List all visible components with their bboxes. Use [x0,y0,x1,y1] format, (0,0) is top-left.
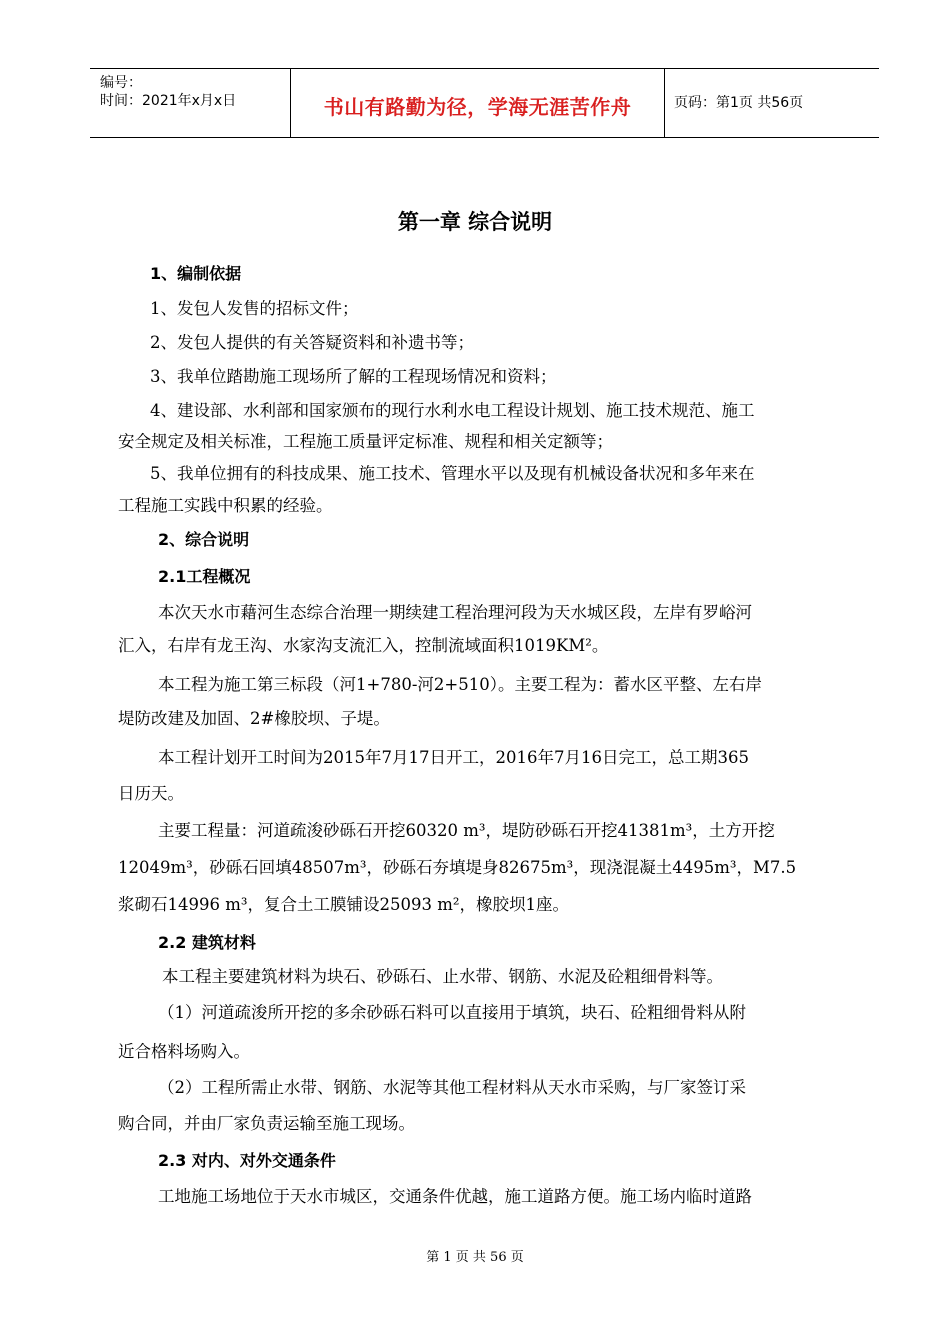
paragraph-line: 1、发包人发售的招标文件； [150,299,359,318]
paragraph-line: 12049m³，砂砾石回填48507m³，砂砾石夯填堤身82675m³，现浇混凝土4495m³，M7.5 [118,858,797,877]
paragraph-line: 3、我单位踏勘施工现场所了解的工程现场情况和资料； [150,367,557,386]
code-label: 编号： [100,75,142,91]
paragraph-line: 本工程计划开工时间为2015年7月17日开工，2016年7月16日完工，总工期365 [158,748,749,767]
paragraph-line: 本次天水市藉河生态综合治理一期续建工程治理河段为天水城区段，左岸有罗峪河 [158,603,752,622]
header-center-cell [290,69,665,137]
chapter-title: 第一章 综合说明 [397,210,553,234]
paragraph-line: 汇入，右岸有龙王沟、水家沟支流汇入，控制流域面积1019KM²。 [118,636,609,655]
paragraph-line: 购合同，并由厂家负责运输至施工现场。 [118,1114,415,1133]
header-right-cell [664,69,879,137]
paragraph-line: 工地施工场地位于天水市城区，交通条件优越，施工道路方便。施工场内临时道路 [158,1187,752,1206]
paragraph-line: 堤防改建及加固、2#橡胶坝、子堤。 [118,709,390,728]
paragraph-line: 4、建设部、水利部和国家颁布的现行水利水电工程设计规划、施工技术规范、施工 [150,401,755,420]
page-label: 页码：第1页 共56页 [674,95,804,111]
section-heading: 2、综合说明 [158,530,250,549]
paragraph-line: 主要工程量：河道疏浚砂砾石开挖60320 m³，堤防砂砾石开挖41381m³，土方开挖 [158,821,775,840]
header-left-cell [90,69,290,137]
paragraph-line: （1）河道疏浚所开挖的多余砂砾石料可以直接用于填筑，块石、砼粗细骨料从附 [158,1003,746,1022]
page-header [90,68,879,138]
paragraph-line: 本工程主要建筑材料为块石、砂砾石、止水带、钢筋、水泥及砼粗细骨料等。 [162,967,723,986]
paragraph-line: 近合格料场购入。 [118,1042,250,1061]
paragraph-line: 浆砌石14996 m³，复合土工膜铺设25093 m²，橡胶坝1座。 [118,895,569,914]
subsection-heading: 2.1工程概况 [158,567,251,586]
section-heading: 1、编制依据 [150,264,242,283]
paragraph-line: 本工程为施工第三标段（河1+780-河2+510）。主要工程为：蓄水区平整、左右岸 [158,675,762,694]
paragraph-line: 安全规定及相关标准，工程施工质量评定标准、规程和相关定额等； [118,432,613,451]
time-label: 时间：2021年x月x日 [100,93,237,109]
motto-text: 书山有路勤为径，学海无涯苦作舟 [323,95,632,119]
paragraph-line: 工程施工实践中积累的经验。 [118,496,333,515]
paragraph-line: 日历天。 [118,784,184,803]
paragraph-line: 2、发包人提供的有关答疑资料和补遗书等； [150,333,474,352]
paragraph-line: 5、我单位拥有的科技成果、施工技术、管理水平以及现有机械设备状况和多年来在 [150,464,755,483]
page-footer: 第 1 页 共 56 页 [426,1250,524,1265]
subsection-heading: 2.2 建筑材料 [158,933,256,952]
subsection-heading: 2.3 对内、对外交通条件 [158,1151,336,1170]
paragraph-line: （2）工程所需止水带、钢筋、水泥等其他工程材料从天水市采购，与厂家签订采 [158,1078,746,1097]
